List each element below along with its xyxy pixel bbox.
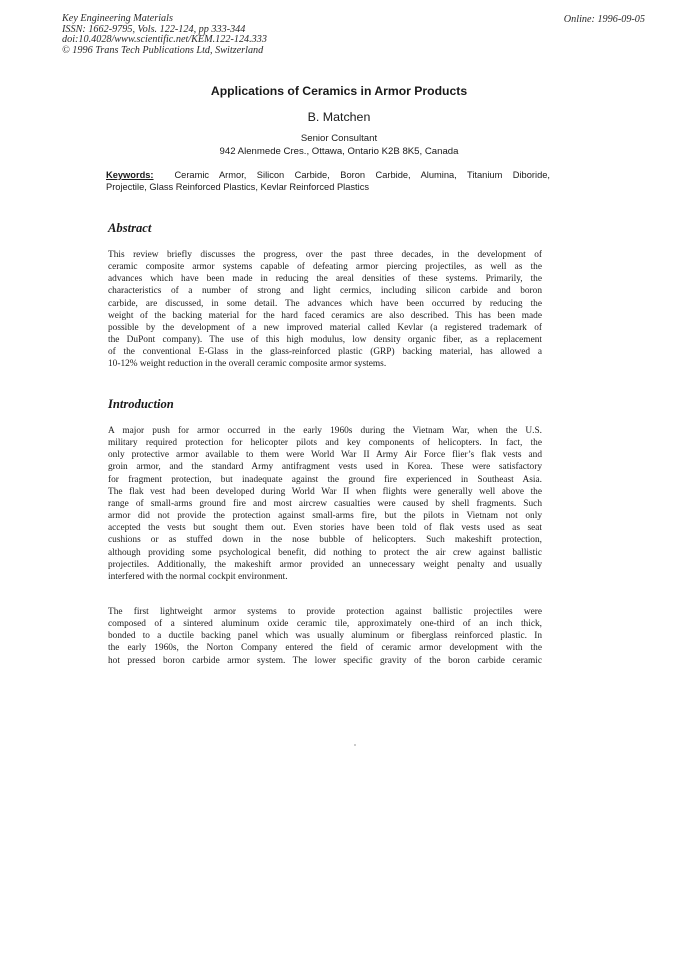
keywords-label: Keywords:: [106, 170, 154, 180]
text-line: projectiles. Additionally, the makeshift armor provided an unnecessary weight penalty and usually: [108, 559, 542, 570]
text-line: groin armor, and the standard Army antifragment vests used in Korea. These were satisfactory: [108, 462, 542, 473]
introduction-heading: Introduction: [108, 397, 174, 411]
text-line: interfered with the normal cockpit environment.: [108, 571, 288, 582]
journal-info: [62, 14, 362, 56]
journal-issn: ISSN: 1662-9795, Vols. 122-124, pp 333-344: [62, 23, 246, 35]
journal-name: Key Engineering Materials: [62, 13, 173, 24]
text-line: hot pressed boron carbide armor system. The lower specific gravity of the boron carbide ceramic: [108, 655, 542, 666]
text-line: A major push for armor occurred in the early 1960s during the Vietnam War, when the U.S.: [108, 426, 542, 436]
text-line: of the conventional E-Glass in the glass-reinforced plastic (GRP) backing material, has allowed a: [108, 347, 542, 358]
text-line: composed of a sintered aluminum oxide ceramic tile, approximately one-third of an inch thick,: [108, 619, 542, 630]
text-line: only protective armor available to them were World War II Army Air Force flier’s flak vests and: [108, 450, 542, 461]
text-line: the DuPont company). The use of this high modulus, low density organic fiber, as a replacement: [108, 335, 542, 346]
abstract-paragraph: [108, 249, 542, 371]
author-position: Senior Consultant: [300, 133, 378, 144]
text-line: This review briefly discusses the progress, over the past three decades, in the development of: [108, 250, 542, 260]
introduction-paragraph-2: [108, 606, 542, 667]
text-line: range of small-arms ground fire and most aircrew casualties were caused by shell fragments. Such: [108, 498, 542, 509]
author-affiliation: [0, 133, 678, 158]
online-date: Online: 1996-09-05: [563, 14, 645, 25]
text-line: military required protection for helicopter pilots and key components of helicopters. In fact, the: [108, 438, 542, 449]
text-line: accepted the vests but sought them out. Even stories have been told of flak vests used as seat: [108, 523, 542, 534]
text-line: for fragment protection, but inadequate against the ground fire experienced in Southeast Asia.: [108, 474, 542, 485]
keywords-text: Ceramic Armor, Silicon Carbide, Boron Carbide, Alumina, Titanium Diboride,: [174, 170, 550, 180]
text-line: armor did not provide the protection against small-arms fire, but the pilots in Vietnam not only: [108, 511, 542, 522]
keywords-line: [106, 169, 550, 181]
journal-doi: doi:10.4028/www.scientific.net/KEM.122-124.333: [62, 34, 267, 46]
text-line: advances which have been made in reducing the areal densities of these systems. Primarily, the: [108, 274, 542, 285]
paper-author: B. Matchen: [307, 110, 371, 124]
scan-speck: [354, 744, 356, 746]
introduction-paragraph-1: [108, 425, 542, 583]
text-line: 10-12% weight reduction in the overall ceramic composite armor systems.: [108, 359, 387, 370]
abstract-heading: Abstract: [108, 221, 152, 235]
text-line: the early 1960s, the Norton Company entered the field of ceramic armor development with the: [108, 643, 542, 654]
text-line: The flak vest had been developed during World War II when flights were generally well above the: [108, 486, 542, 497]
keywords-block: [106, 169, 550, 193]
text-line: characteristics of a number of strong and light cermics, including silicon carbide and boron: [108, 286, 542, 297]
text-line: ceramic composite armor systems capable of defeating armor piercing projectiles, as well as the: [108, 262, 542, 273]
author-address: 942 Alenmede Cres., Ottawa, Ontario K2B 8K5, Canada: [219, 145, 459, 157]
paper-title: Applications of Ceramics in Armor Products: [210, 84, 468, 98]
text-line: weight of the backing material for the hard faced ceramics are also described. This has been made: [108, 310, 542, 321]
text-line: cushions or as stuffed down in the nose bubble of helicopters. Such makeshift protection,: [108, 535, 542, 546]
journal-copyright: © 1996 Trans Tech Publications Ltd, Switzerland: [62, 44, 264, 56]
text-line: although providing some psychological benefit, did nothing to protect the air crew against ballistic: [108, 547, 542, 558]
keywords-line: Projectile, Glass Reinforced Plastics, Kevlar Reinforced Plastics: [106, 182, 369, 193]
text-line: possible by the development of a new improved material called Kevlar (a registered trademark of: [108, 322, 542, 333]
text-line: carbide, are discussed, in some detail. The advances which have been occurred by reducing the: [108, 298, 542, 309]
text-line: The first lightweight armor systems to provide protection against ballistic projectiles were: [108, 607, 542, 617]
text-line: bonded to a ductile backing panel which was usually aluminum or fiberglass reinforced plastic. In: [108, 631, 542, 642]
